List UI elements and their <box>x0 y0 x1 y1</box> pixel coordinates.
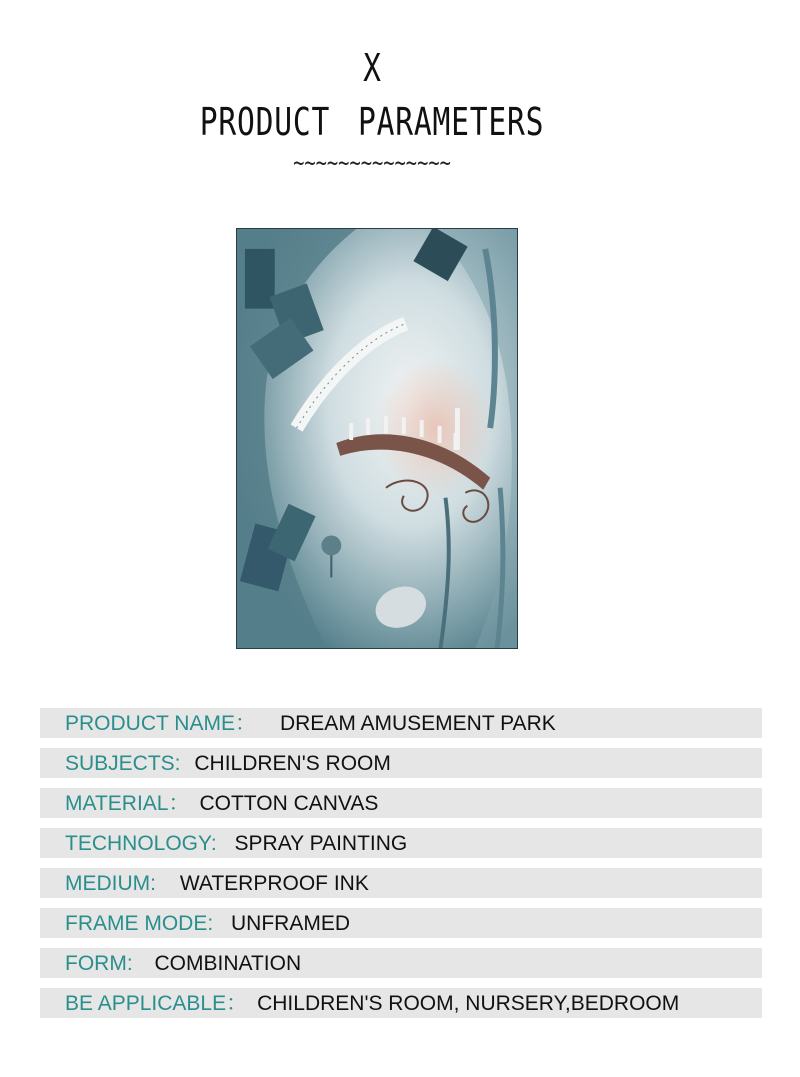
param-row-subjects <box>40 748 762 778</box>
param-label: MATERIAL： <box>65 792 190 815</box>
param-label: SUBJECTS: <box>65 752 187 775</box>
param-label: FORM: <box>65 952 139 975</box>
product-parameters <box>40 708 762 1028</box>
param-value: UNFRAMED <box>231 912 351 935</box>
param-row-frame-mode <box>40 908 762 938</box>
page-title: PRODUCT PARAMETERS <box>199 100 545 144</box>
product-artwork <box>236 228 518 649</box>
param-row-product-name <box>40 708 762 738</box>
param-row-material <box>40 788 762 818</box>
param-label: FRAME MODE: <box>65 912 220 935</box>
param-value: COMBINATION <box>154 952 302 975</box>
param-row-medium <box>40 868 762 898</box>
param-label: PRODUCT NAME： <box>65 712 256 735</box>
heading-mark: X <box>363 46 381 90</box>
param-label: MEDIUM: <box>65 872 162 895</box>
title-divider: ~~~~~~~~~~~~~~ <box>293 149 451 177</box>
artwork-illustration <box>237 229 517 648</box>
param-value: DREAM AMUSEMENT PARK <box>279 712 556 735</box>
param-value: WATERPROOF INK <box>179 872 369 895</box>
param-label: TECHNOLOGY: <box>65 832 223 855</box>
param-value: CHILDREN'S ROOM, NURSERY,BEDROOM <box>257 992 680 1015</box>
param-value: CHILDREN'S ROOM <box>194 752 391 775</box>
param-value: SPRAY PAINTING <box>234 832 408 855</box>
param-row-technology <box>40 828 762 858</box>
param-value: COTTON CANVAS <box>199 792 379 815</box>
param-row-form <box>40 948 762 978</box>
param-label: BE APPLICABLE： <box>65 992 248 1015</box>
param-row-be-applicable <box>40 988 762 1018</box>
